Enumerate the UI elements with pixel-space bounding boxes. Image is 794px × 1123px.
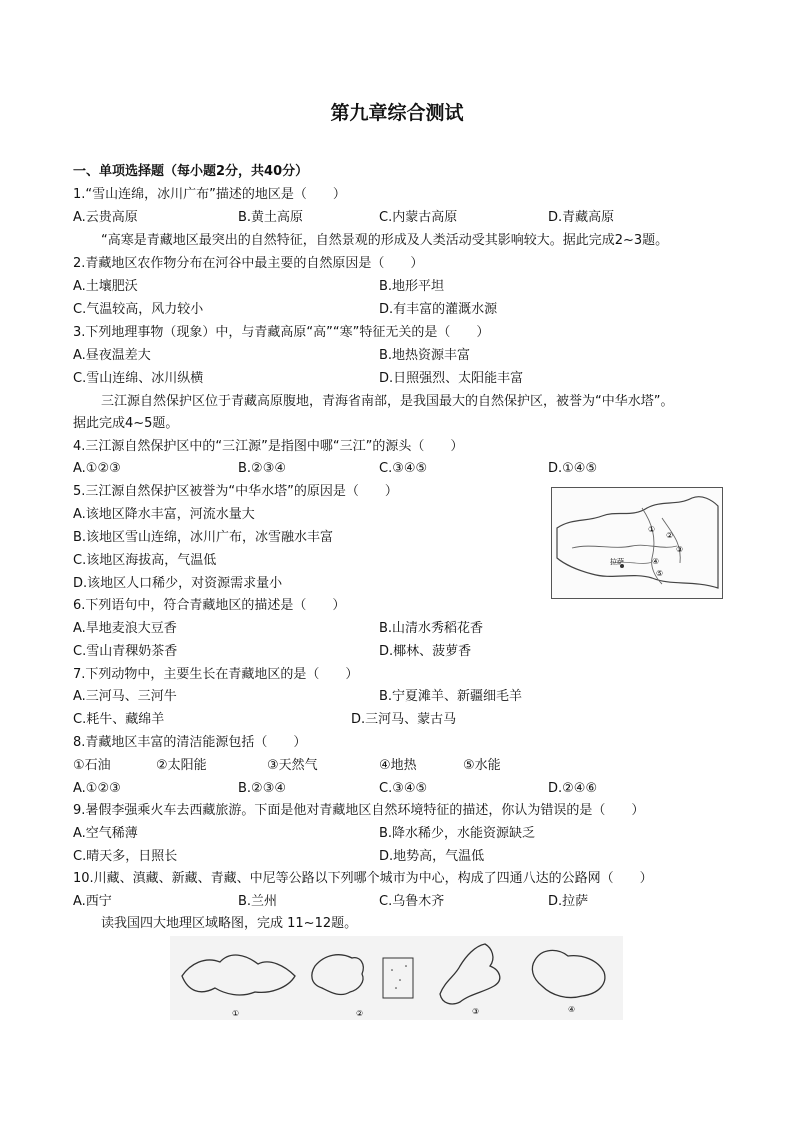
- q8-item-2: ②太阳能: [156, 758, 207, 773]
- q4-option-d: D.①④⑤: [548, 461, 598, 476]
- region-label-4: ④: [568, 1005, 576, 1014]
- q6-option-d: D.椰林、菠萝香: [379, 644, 472, 659]
- q5-option-b: B.该地区雪山连绵，冰川广布，冰雪融水丰富: [73, 530, 334, 545]
- q2-option-a: A.土壤肥沃: [73, 279, 138, 294]
- q8-option-b: B.②③④: [238, 781, 287, 796]
- q7-option-a: A.三河马、三河牛: [73, 689, 177, 704]
- passage-2-cont: 据此完成4~5题。: [73, 416, 179, 431]
- q5-option-a: A.该地区降水丰富，河流水量大: [73, 507, 255, 522]
- question-4: 4.三江源自然保护区中的“三江源”是指图中哪“三江”的源头（ ）: [73, 439, 464, 454]
- map-label-2: ②: [666, 531, 674, 540]
- q3-option-b: B.地热资源丰富: [379, 348, 471, 363]
- question-7: 7.下列动物中，主要生长在青藏地区的是（ ）: [73, 667, 359, 682]
- question-8: 8.青藏地区丰富的清洁能源包括（ ）: [73, 735, 307, 750]
- q4-option-b: B.②③④: [238, 461, 287, 476]
- q8-item-3: ③天然气: [267, 758, 318, 773]
- question-9: 9.暑假李强乘火车去西藏旅游。下面是他对青藏地区自然环境特征的描述，你认为错误的是（ ）: [73, 803, 645, 818]
- q3-option-a: A.昼夜温差大: [73, 348, 151, 363]
- q8-item-1: ①石油: [73, 758, 111, 773]
- question-6: 6.下列语句中，符合青藏地区的描述是（ ）: [73, 598, 346, 613]
- q6-option-c: C.雪山青稞奶茶香: [73, 644, 178, 659]
- q10-option-b: B.兰州: [238, 894, 278, 909]
- question-5: 5.三江源自然保护区被誉为“中华水塔”的原因是（ ）: [73, 484, 398, 499]
- q9-option-d: D.地势高，气温低: [379, 849, 485, 864]
- q1-option-b: B.黄土高原: [238, 210, 304, 225]
- q7-option-d: D.三河马、蒙古马: [351, 712, 457, 727]
- q3-option-d: D.日照强烈、太阳能丰富: [379, 371, 524, 386]
- q5-option-d: D.该地区人口稀少，对资源需求量小: [73, 576, 283, 591]
- q1-option-d: D.青藏高原: [548, 210, 615, 225]
- region-label-2: ②: [356, 1009, 364, 1018]
- sanjiangyuan-map: [551, 487, 723, 599]
- question-1: 1.“雪山连绵，冰川广布”描述的地区是（ ）: [73, 187, 346, 202]
- q8-option-c: C.③④⑤: [379, 781, 428, 796]
- q8-item-5: ⑤水能: [463, 758, 501, 773]
- map-label-5: ⑤: [656, 569, 664, 578]
- q4-option-a: A.①②③: [73, 461, 121, 476]
- map-label-1: ①: [648, 525, 656, 534]
- section-heading: 一、单项选择题（每小题2分，共40分）: [73, 164, 309, 179]
- four-regions-map: [170, 936, 623, 1020]
- q1-option-a: A.云贵高原: [73, 210, 138, 225]
- region-label-3: ③: [472, 1007, 480, 1016]
- q2-option-c: C.气温较高，风力较小: [73, 302, 204, 317]
- question-10: 10.川藏、滇藏、新藏、青藏、中尼等公路以下列哪个城市为中心，构成了四通八达的公路网（ ）: [73, 871, 653, 886]
- page-title: 第九章综合测试: [330, 102, 464, 124]
- map-drawing: [552, 488, 722, 598]
- q7-option-b: B.宁夏滩羊、新疆细毛羊: [379, 689, 523, 704]
- q7-option-c: C.耗牛、藏绵羊: [73, 712, 165, 727]
- question-2: 2.青藏地区农作物分布在河谷中最主要的自然原因是（ ）: [73, 256, 424, 271]
- regions-drawing: [170, 936, 623, 1020]
- passage-1: “高寒是青藏地区最突出的自然特征，自然景观的形成及人类活动受其影响较大。据此完成2~3题。: [101, 233, 669, 248]
- q2-option-b: B.地形平坦: [379, 279, 445, 294]
- passage-3: 读我国四大地理区域略图，完成 11~12题。: [101, 916, 358, 931]
- q10-option-d: D.拉萨: [548, 894, 589, 909]
- passage-2: 三江源自然保护区位于青藏高原腹地，青海省南部，是我国最大的自然保护区，被誉为“中华水塔”。: [101, 394, 674, 409]
- map-label-4: ④: [652, 557, 660, 566]
- q10-option-a: A.西宁: [73, 894, 112, 909]
- q9-option-a: A.空气稀薄: [73, 826, 138, 841]
- q3-option-c: C.雪山连绵、冰川纵横: [73, 371, 204, 386]
- q9-option-b: B.降水稀少，水能资源缺乏: [379, 826, 536, 841]
- q6-option-a: A.旱地麦浪大豆香: [73, 621, 177, 636]
- q1-option-c: C.内蒙古高原: [379, 210, 458, 225]
- q8-item-4: ④地热: [379, 758, 417, 773]
- question-3: 3.下列地理事物（现象）中，与青藏高原“高”“寒”特征无关的是（ ）: [73, 325, 490, 340]
- q8-option-a: A.①②③: [73, 781, 121, 796]
- q9-option-c: C.晴天多，日照长: [73, 849, 178, 864]
- map-label-lhasa: 拉萨: [610, 558, 624, 566]
- region-label-1: ①: [232, 1009, 240, 1018]
- q5-option-c: C.该地区海拔高，气温低: [73, 553, 217, 568]
- q6-option-b: B.山清水秀稻花香: [379, 621, 484, 636]
- q10-option-c: C.乌鲁木齐: [379, 894, 445, 909]
- q4-option-c: C.③④⑤: [379, 461, 428, 476]
- q2-option-d: D.有丰富的灌溉水源: [379, 302, 498, 317]
- map-label-3: ③: [676, 545, 684, 554]
- q8-option-d: D.②④⑥: [548, 781, 598, 796]
